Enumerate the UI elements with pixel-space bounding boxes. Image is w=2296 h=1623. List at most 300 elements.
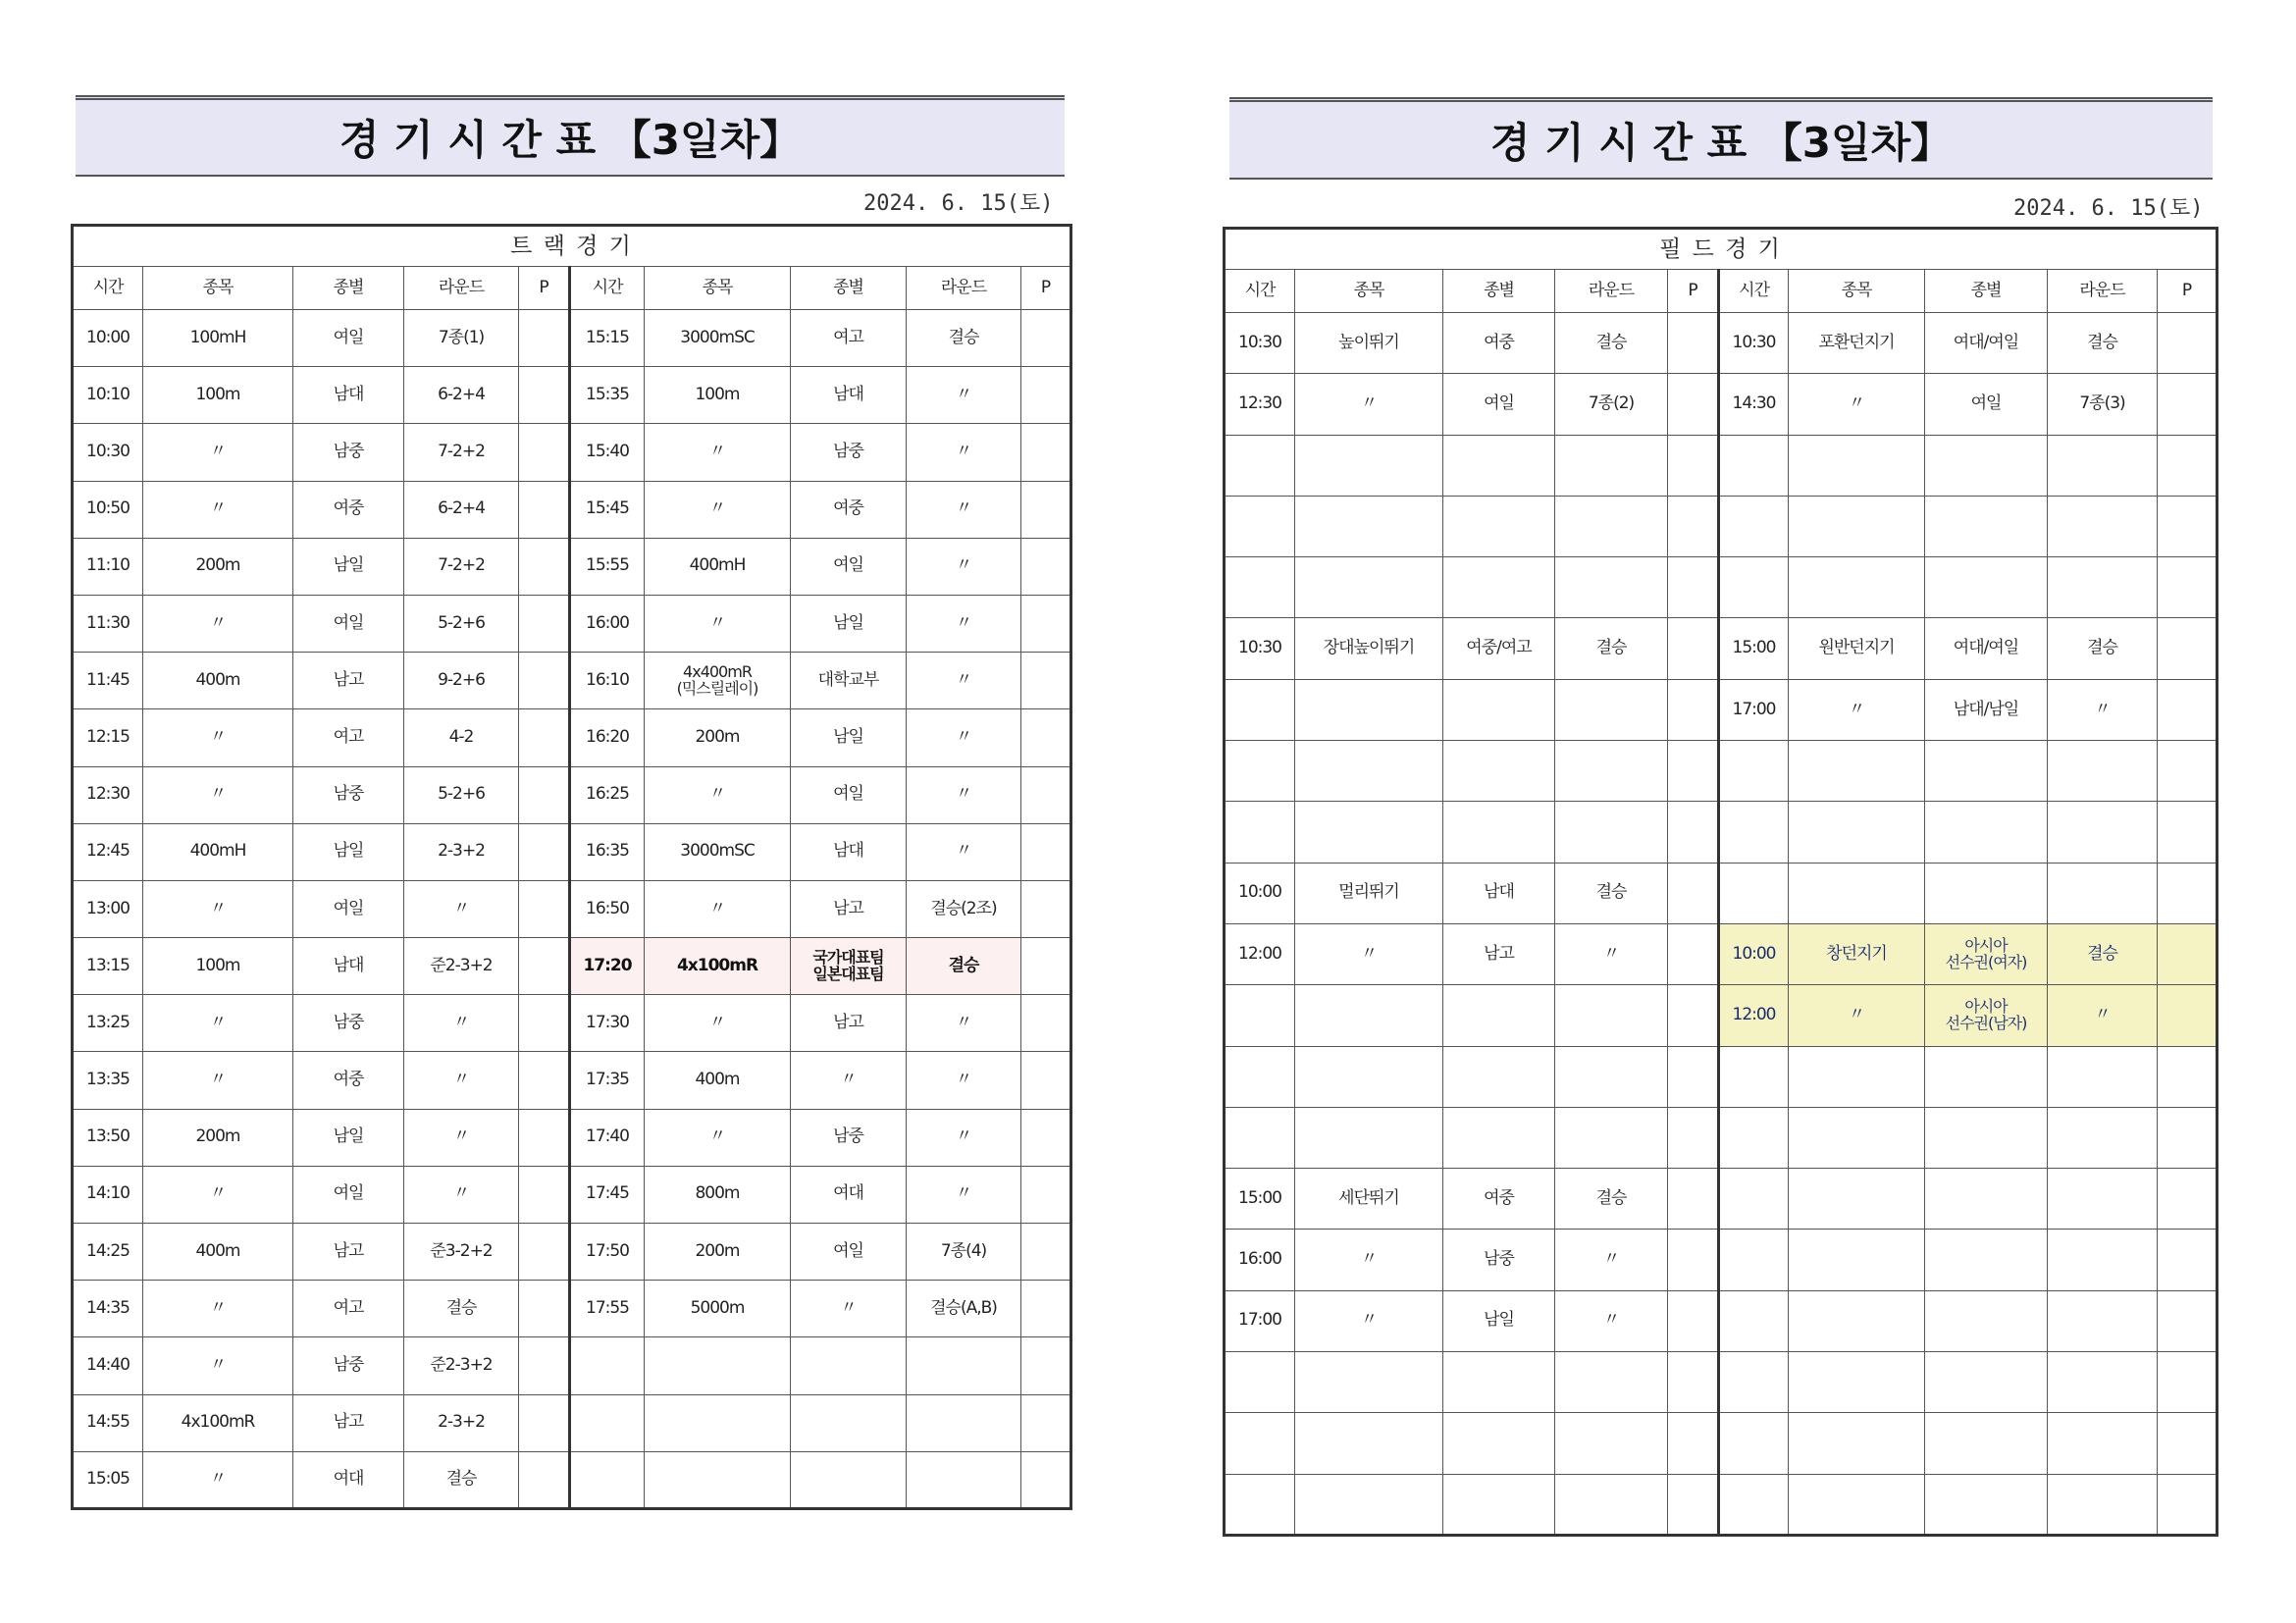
- cell-p: [1021, 995, 1071, 1052]
- cell-event: 100m: [143, 938, 293, 995]
- cell-round: [2048, 863, 2158, 923]
- cell-round: 〃: [2048, 985, 2158, 1046]
- table-row: [73, 310, 1071, 367]
- cell-time: [1719, 1413, 1789, 1474]
- cell-p: [2158, 1107, 2218, 1168]
- cell-p: [2158, 741, 2218, 802]
- cell-time: 17:50: [570, 1224, 645, 1281]
- cell-time: 11:45: [73, 653, 143, 709]
- cell-round: 〃: [907, 595, 1021, 652]
- cell-p: [2158, 1230, 2218, 1290]
- table-row: [1225, 863, 2218, 923]
- header-event: 종목: [1295, 270, 1443, 313]
- cell-event: [1789, 1474, 1925, 1535]
- cell-division: 남대: [293, 938, 404, 995]
- cell-time: 12:30: [73, 766, 143, 823]
- cell-p: [519, 709, 570, 766]
- cell-p: [2158, 313, 2218, 374]
- cell-p: [2158, 1352, 2218, 1413]
- cell-p: [519, 880, 570, 937]
- cell-round: 〃: [404, 995, 519, 1052]
- cell-time: 15:15: [570, 310, 645, 367]
- cell-event: 〃: [143, 995, 293, 1052]
- cell-division: 남중: [1443, 1230, 1555, 1290]
- cell-time: 15:35: [570, 367, 645, 424]
- cell-event: [1789, 863, 1925, 923]
- cell-division: 남중: [791, 424, 907, 481]
- cell-division: [1443, 1046, 1555, 1107]
- table-row: [73, 995, 1071, 1052]
- cell-event: [645, 1451, 791, 1508]
- cell-division: 아시아 선수권(남자): [1925, 985, 2048, 1046]
- header-division: 종별: [791, 267, 907, 310]
- cell-event: 〃: [645, 766, 791, 823]
- cell-division: 남일: [791, 595, 907, 652]
- cell-round: [1555, 1046, 1668, 1107]
- cell-p: [2158, 923, 2218, 984]
- cell-division: 여일: [293, 310, 404, 367]
- table-row: [1225, 435, 2218, 496]
- cell-round: [1555, 1352, 1668, 1413]
- cell-event: [1789, 1169, 1925, 1230]
- cell-p: [2158, 863, 2218, 923]
- cell-division: 남고: [293, 1224, 404, 1281]
- cell-time: [1719, 557, 1789, 618]
- cell-round: 〃: [404, 880, 519, 937]
- cell-division: [791, 1394, 907, 1451]
- cell-event: [1789, 1230, 1925, 1290]
- table-row: [1225, 1290, 2218, 1351]
- cell-time: [1225, 1107, 1295, 1168]
- header-round: 라운드: [2048, 270, 2158, 313]
- cell-event: 100mH: [143, 310, 293, 367]
- cell-time: [1225, 985, 1295, 1046]
- table-row: [73, 1166, 1071, 1223]
- cell-round: 7종(1): [404, 310, 519, 367]
- cell-round: 〃: [907, 481, 1021, 538]
- cell-p: [519, 424, 570, 481]
- cell-time: [1719, 435, 1789, 496]
- header-division: 종별: [1925, 270, 2048, 313]
- cell-p: [1668, 863, 1719, 923]
- cell-event: 200m: [645, 1224, 791, 1281]
- cell-time: 12:15: [73, 709, 143, 766]
- cell-event: [1789, 1046, 1925, 1107]
- cell-p: [1668, 985, 1719, 1046]
- cell-time: [1225, 1474, 1295, 1535]
- cell-p: [1668, 1352, 1719, 1413]
- cell-time: 12:30: [1225, 374, 1295, 435]
- cell-division: [1925, 1290, 2048, 1351]
- cell-p: [1668, 1230, 1719, 1290]
- cell-time: [1719, 1290, 1789, 1351]
- cell-p: [2158, 1474, 2218, 1535]
- cell-division: 여대/여일: [1925, 313, 2048, 374]
- cell-time: 13:00: [73, 880, 143, 937]
- cell-time: [570, 1451, 645, 1508]
- cell-round: 결승: [1555, 618, 1668, 679]
- cell-division: 남고: [791, 995, 907, 1052]
- cell-round: [1555, 557, 1668, 618]
- cell-division: 〃: [791, 1052, 907, 1109]
- cell-division: 남일: [293, 538, 404, 595]
- cell-division: 여일: [293, 1166, 404, 1223]
- cell-division: 국가대표팀 일본대표팀: [791, 938, 907, 995]
- cell-time: [1225, 496, 1295, 556]
- cell-division: [1925, 1169, 2048, 1230]
- header-p: P: [1021, 267, 1071, 310]
- cell-round: [1555, 1107, 1668, 1168]
- cell-time: 15:00: [1225, 1169, 1295, 1230]
- table-row: [73, 1394, 1071, 1451]
- cell-round: 〃: [404, 1109, 519, 1166]
- cell-time: 16:20: [570, 709, 645, 766]
- cell-p: [1668, 557, 1719, 618]
- cell-event: 높이뛰기: [1295, 313, 1443, 374]
- cell-time: 17:40: [570, 1109, 645, 1166]
- cell-round: 결승: [404, 1451, 519, 1508]
- cell-p: [1021, 766, 1071, 823]
- cell-division: [1925, 1046, 2048, 1107]
- cell-event: [1295, 1107, 1443, 1168]
- cell-round: [1555, 741, 1668, 802]
- cell-p: [1668, 741, 1719, 802]
- cell-round: 결승(2조): [907, 880, 1021, 937]
- cell-division: 남중: [293, 995, 404, 1052]
- cell-division: [1925, 1230, 2048, 1290]
- table-row: [1225, 618, 2218, 679]
- cell-round: [1555, 679, 1668, 740]
- cell-event: 〃: [645, 995, 791, 1052]
- cell-division: 여일: [293, 595, 404, 652]
- header-p: P: [2158, 270, 2218, 313]
- cell-division: [1925, 863, 2048, 923]
- cell-round: 〃: [907, 367, 1021, 424]
- cell-round: [1555, 435, 1668, 496]
- header-event: 종목: [1789, 270, 1925, 313]
- cell-p: [1021, 481, 1071, 538]
- cell-p: [519, 1281, 570, 1337]
- table-row: [73, 1109, 1071, 1166]
- cell-p: [519, 1166, 570, 1223]
- cell-p: [2158, 1169, 2218, 1230]
- cell-event: 〃: [143, 1281, 293, 1337]
- cell-time: 13:50: [73, 1109, 143, 1166]
- cell-time: [1719, 1230, 1789, 1290]
- cell-time: [1719, 863, 1789, 923]
- cell-event: 4x100mR: [645, 938, 791, 995]
- cell-time: 15:45: [570, 481, 645, 538]
- cell-p: [519, 938, 570, 995]
- cell-event: 〃: [143, 709, 293, 766]
- cell-event: 200m: [645, 709, 791, 766]
- cell-event: 〃: [143, 880, 293, 937]
- cell-p: [1668, 313, 1719, 374]
- cell-division: [791, 1451, 907, 1508]
- cell-division: 남고: [293, 1394, 404, 1451]
- cell-event: [1789, 1413, 1925, 1474]
- cell-division: 여고: [791, 310, 907, 367]
- table-row: [1225, 374, 2218, 435]
- table-row: [1225, 923, 2218, 984]
- cell-p: [1021, 653, 1071, 709]
- cell-round: 〃: [907, 1166, 1021, 1223]
- cell-round: 결승: [1555, 1169, 1668, 1230]
- cell-round: 6-2+4: [404, 481, 519, 538]
- cell-division: [791, 1337, 907, 1394]
- cell-time: [570, 1394, 645, 1451]
- cell-p: [1021, 1166, 1071, 1223]
- cell-event: 200m: [143, 538, 293, 595]
- cell-division: 여고: [293, 709, 404, 766]
- table-row: [73, 880, 1071, 937]
- cell-event: 〃: [143, 766, 293, 823]
- cell-event: 〃: [143, 1451, 293, 1508]
- cell-division: [1443, 557, 1555, 618]
- table-row: [73, 595, 1071, 652]
- cell-time: [1225, 802, 1295, 863]
- table-row: [73, 1281, 1071, 1337]
- cell-round: 〃: [907, 653, 1021, 709]
- cell-event: [1295, 1046, 1443, 1107]
- header-p: P: [519, 267, 570, 310]
- cell-division: 여중: [1443, 1169, 1555, 1230]
- cell-p: [1021, 367, 1071, 424]
- cell-time: 14:35: [73, 1281, 143, 1337]
- cell-time: 10:30: [1225, 618, 1295, 679]
- cell-event: 100m: [143, 367, 293, 424]
- cell-p: [2158, 374, 2218, 435]
- cell-round: 결승: [2048, 618, 2158, 679]
- cell-event: 3000mSC: [645, 310, 791, 367]
- cell-division: 남고: [293, 653, 404, 709]
- cell-division: 여중: [791, 481, 907, 538]
- header-p: P: [1668, 270, 1719, 313]
- cell-event: [1789, 1352, 1925, 1413]
- cell-round: [1555, 985, 1668, 1046]
- cell-round: 준2-3+2: [404, 1337, 519, 1394]
- cell-p: [1021, 424, 1071, 481]
- cell-division: 여대/여일: [1925, 618, 2048, 679]
- table-row: [73, 938, 1071, 995]
- cell-round: 준3-2+2: [404, 1224, 519, 1281]
- cell-event: 〃: [1295, 1290, 1443, 1351]
- cell-division: 아시아 선수권(여자): [1925, 923, 2048, 984]
- cell-p: [2158, 1413, 2218, 1474]
- cell-event: 400m: [645, 1052, 791, 1109]
- cell-round: 5-2+6: [404, 595, 519, 652]
- cell-p: [1021, 310, 1071, 367]
- table-row: [1225, 741, 2218, 802]
- cell-p: [519, 653, 570, 709]
- cell-round: 결승: [1555, 313, 1668, 374]
- header-time: 시간: [1719, 270, 1789, 313]
- cell-time: 16:35: [570, 823, 645, 880]
- cell-round: 결승: [907, 310, 1021, 367]
- cell-time: 15:40: [570, 424, 645, 481]
- cell-round: 결승: [404, 1281, 519, 1337]
- header-round: 라운드: [907, 267, 1021, 310]
- table-row: [73, 823, 1071, 880]
- cell-p: [1668, 435, 1719, 496]
- cell-time: 17:55: [570, 1281, 645, 1337]
- cell-p: [519, 766, 570, 823]
- cell-round: 〃: [907, 995, 1021, 1052]
- table-row: [73, 367, 1071, 424]
- cell-division: 남중: [293, 766, 404, 823]
- cell-round: 결승(A,B): [907, 1281, 1021, 1337]
- cell-round: [1555, 802, 1668, 863]
- header-round: 라운드: [404, 267, 519, 310]
- cell-p: [1668, 1413, 1719, 1474]
- cell-division: 남일: [293, 1109, 404, 1166]
- cell-event: [1295, 679, 1443, 740]
- table-row: [1225, 1046, 2218, 1107]
- cell-round: 〃: [907, 1052, 1021, 1109]
- cell-division: [1925, 1413, 2048, 1474]
- table-row: [73, 1224, 1071, 1281]
- cell-time: 16:10: [570, 653, 645, 709]
- table-row: [1225, 679, 2218, 740]
- cell-p: [1668, 374, 1719, 435]
- cell-event: 3000mSC: [645, 823, 791, 880]
- cell-time: 14:40: [73, 1337, 143, 1394]
- cell-p: [2158, 1046, 2218, 1107]
- cell-p: [1021, 1337, 1071, 1394]
- cell-division: 남대: [791, 823, 907, 880]
- cell-event: 400m: [143, 1224, 293, 1281]
- cell-division: 여중: [293, 1052, 404, 1109]
- cell-round: [2048, 496, 2158, 556]
- cell-event: 200m: [143, 1109, 293, 1166]
- cell-round: 4-2: [404, 709, 519, 766]
- cell-round: [907, 1337, 1021, 1394]
- cell-round: [2048, 557, 2158, 618]
- cell-event: 포환던지기: [1789, 313, 1925, 374]
- cell-p: [1021, 1281, 1071, 1337]
- cell-round: 〃: [907, 766, 1021, 823]
- cell-round: 준2-3+2: [404, 938, 519, 995]
- cell-event: [1295, 1352, 1443, 1413]
- cell-p: [519, 1109, 570, 1166]
- table-row: [1225, 802, 2218, 863]
- cell-event: 〃: [143, 481, 293, 538]
- cell-p: [1021, 595, 1071, 652]
- cell-round: [2048, 802, 2158, 863]
- cell-time: [1225, 557, 1295, 618]
- cell-time: 15:05: [73, 1451, 143, 1508]
- cell-event: 〃: [645, 481, 791, 538]
- cell-time: 17:00: [1719, 679, 1789, 740]
- cell-round: [2048, 435, 2158, 496]
- cell-event: 5000m: [645, 1281, 791, 1337]
- cell-round: 7종(2): [1555, 374, 1668, 435]
- cell-time: [1719, 741, 1789, 802]
- cell-time: 14:25: [73, 1224, 143, 1281]
- track-section-header: 트 랙 경 기: [73, 226, 1071, 267]
- cell-round: 〃: [907, 709, 1021, 766]
- cell-round: 〃: [907, 424, 1021, 481]
- cell-division: [1443, 1352, 1555, 1413]
- header-division: 종별: [293, 267, 404, 310]
- cell-p: [2158, 557, 2218, 618]
- cell-p: [519, 1224, 570, 1281]
- table-row: [1225, 496, 2218, 556]
- cell-event: [1295, 435, 1443, 496]
- table-row: [1225, 557, 2218, 618]
- cell-event: 400mH: [645, 538, 791, 595]
- cell-division: 여고: [293, 1281, 404, 1337]
- cell-division: 여대: [791, 1166, 907, 1223]
- cell-time: 10:30: [1719, 313, 1789, 374]
- cell-event: [1295, 496, 1443, 556]
- table-row: [73, 766, 1071, 823]
- cell-event: 400mH: [143, 823, 293, 880]
- cell-p: [1021, 1109, 1071, 1166]
- table-row: [1225, 1107, 2218, 1168]
- cell-round: 2-3+2: [404, 1394, 519, 1451]
- cell-round: [2048, 1230, 2158, 1290]
- cell-round: 결승: [2048, 313, 2158, 374]
- header-time: 시간: [570, 267, 645, 310]
- cell-time: [1225, 1046, 1295, 1107]
- cell-time: 12:00: [1225, 923, 1295, 984]
- cell-p: [2158, 618, 2218, 679]
- cell-division: 남중: [293, 1337, 404, 1394]
- table-row: [73, 538, 1071, 595]
- cell-division: [1443, 1107, 1555, 1168]
- table-row: [73, 1337, 1071, 1394]
- cell-p: [519, 1394, 570, 1451]
- cell-round: [907, 1451, 1021, 1508]
- table-row: [73, 709, 1071, 766]
- cell-p: [2158, 435, 2218, 496]
- cell-time: 10:30: [73, 424, 143, 481]
- cell-time: [1719, 1046, 1789, 1107]
- cell-p: [1668, 618, 1719, 679]
- cell-round: 7-2+2: [404, 424, 519, 481]
- cell-time: 10:50: [73, 481, 143, 538]
- cell-time: [1719, 802, 1789, 863]
- cell-p: [1021, 823, 1071, 880]
- cell-event: 〃: [1295, 1230, 1443, 1290]
- cell-event: 〃: [1789, 985, 1925, 1046]
- cell-event: 〃: [143, 424, 293, 481]
- cell-event: 〃: [1295, 374, 1443, 435]
- cell-event: 세단뛰기: [1295, 1169, 1443, 1230]
- cell-p: [1668, 679, 1719, 740]
- cell-event: 100m: [645, 367, 791, 424]
- cell-round: [1555, 496, 1668, 556]
- table-row: [73, 481, 1071, 538]
- field-section-header: 필 드 경 기: [1225, 229, 2218, 270]
- cell-round: 6-2+4: [404, 367, 519, 424]
- cell-round: 결승: [2048, 923, 2158, 984]
- cell-division: [1443, 1474, 1555, 1535]
- cell-p: [519, 538, 570, 595]
- cell-p: [1668, 923, 1719, 984]
- cell-division: 대학교부: [791, 653, 907, 709]
- cell-time: 11:30: [73, 595, 143, 652]
- cell-event: [1295, 557, 1443, 618]
- cell-event: 〃: [645, 595, 791, 652]
- header-time: 시간: [1225, 270, 1295, 313]
- cell-division: 남중: [791, 1109, 907, 1166]
- cell-time: 10:00: [1719, 923, 1789, 984]
- cell-event: 400m: [143, 653, 293, 709]
- cell-round: [2048, 1290, 2158, 1351]
- cell-round: 7종(4): [907, 1224, 1021, 1281]
